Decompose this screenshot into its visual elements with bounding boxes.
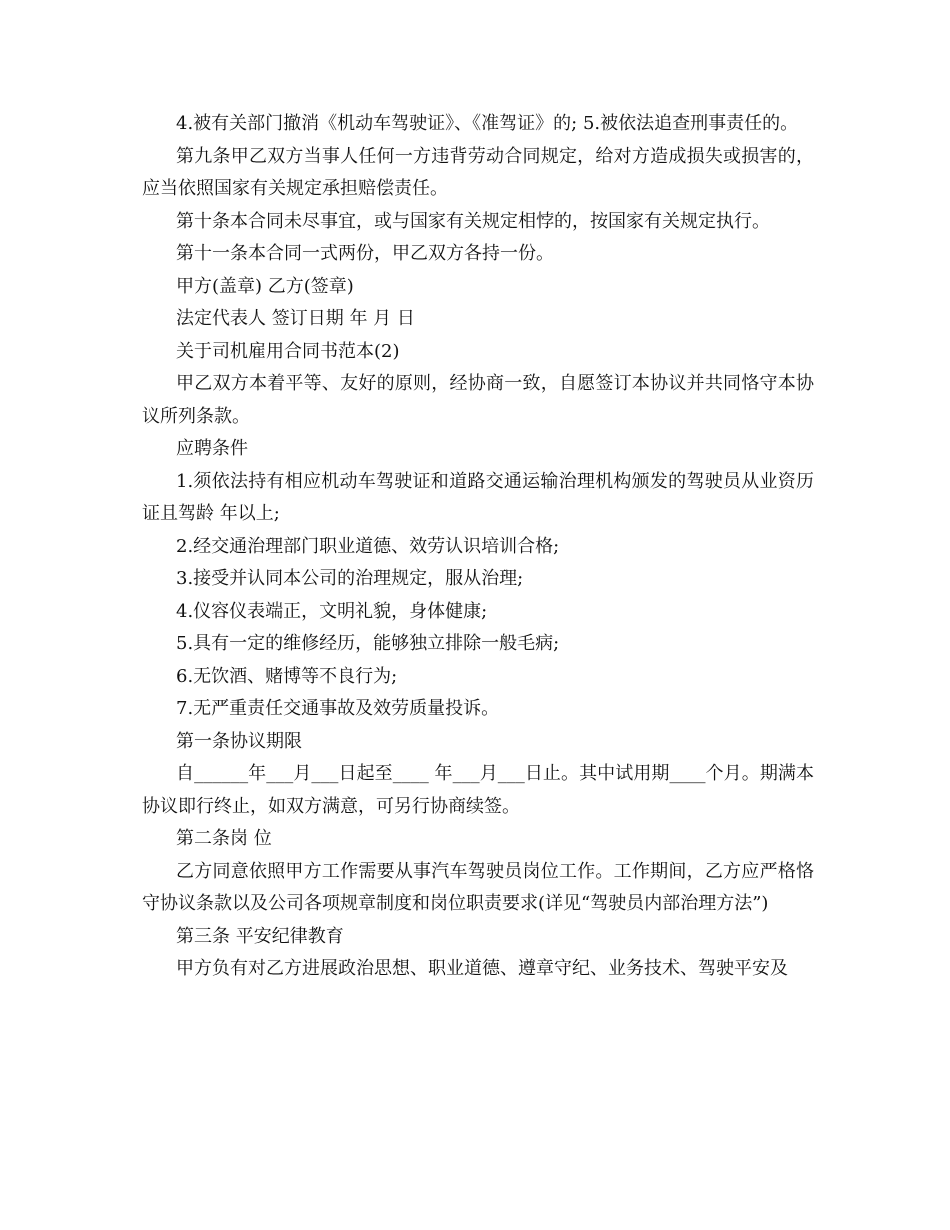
article-heading: 第二条岗 位 [176, 828, 272, 849]
paragraph: 自______年___月___日起至____ 年___月___日止。其中试用期____个月。期满本协议即行终止，如双方满意，可另行协商续签。 [142, 763, 814, 817]
paragraph: 甲方负有对乙方进展政治思想、职业道德、遵章守纪、业务技术、驾驶平安及 [176, 958, 788, 979]
list-item: 5.具有一定的维修经历，能够独立排除一般毛病; [176, 633, 560, 654]
paragraph: 甲方(盖章) 乙方(签章) [176, 275, 354, 297]
list-item: 3.接受并认同本公司的治理规定，服从治理; [176, 568, 524, 589]
paragraph: 第九条甲乙双方当事人任何一方违背劳动合同规定，给对方造成损失或损害的，应当依照国家有关规定承担赔偿责任。 [142, 145, 814, 199]
article-heading: 第一条协议期限 [176, 730, 302, 752]
section-heading: 应聘条件 [176, 438, 248, 459]
paragraph: 第十一条本合同一式两份，甲乙双方各持一份。 [176, 243, 554, 264]
list-item: 6.无饮酒、赌博等不良行为; [176, 665, 398, 687]
paragraph: 4.被有关部门撤消《机动车驾驶证》、《准驾证》的; 5.被依法追查刑事责任的。 [176, 113, 799, 134]
paragraph: 第十条本合同未尽事宜，或与国家有关规定相悖的，按国家有关规定执行。 [176, 210, 770, 232]
section-heading: 关于司机雇用合同书范本(2) [176, 340, 400, 362]
paragraph: 乙方同意依照甲方工作需要从事汽车驾驶员岗位工作。工作期间，乙方应严格恪守协议条款以及公司各项规章制度和岗位职责要求(详见“驾驶员内部治理方法”) [142, 860, 814, 914]
paragraph: 法定代表人 签订日期 年 月 日 [176, 308, 415, 329]
list-item: 1.须依法持有相应机动车驾驶证和道路交通运输治理机构颁发的驾驶员从业资历证且驾龄 年以上; [142, 470, 814, 524]
list-item: 7.无严重责任交通事故及效劳质量投诉。 [176, 698, 500, 719]
paragraph: 甲乙双方本着平等、友好的原则，经协商一致，自愿签订本协议并共同恪守本协议所列条款。 [142, 373, 814, 427]
document-page [142, 108, 814, 986]
list-item: 4.仪容仪表端正，文明礼貌，身体健康; [176, 600, 488, 622]
article-heading: 第三条 平安纪律教育 [176, 925, 344, 947]
list-item: 2.经交通治理部门职业道德、效劳认识培训合格; [176, 535, 560, 557]
